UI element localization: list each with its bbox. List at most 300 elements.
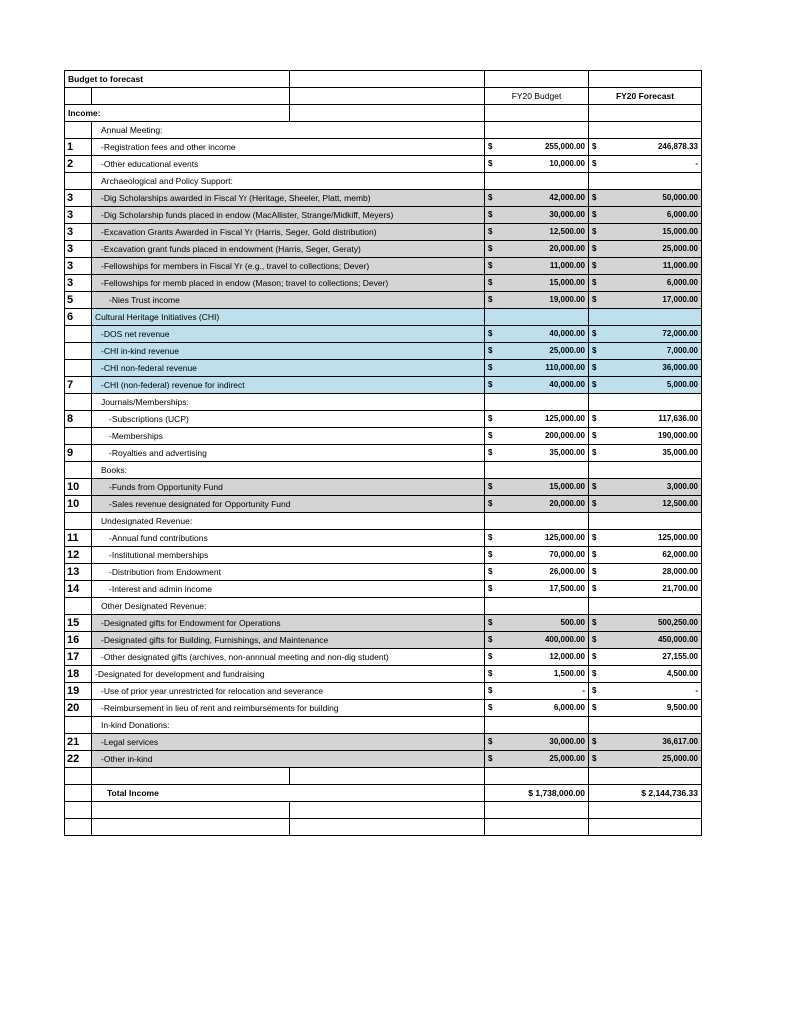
forecast-amount bbox=[589, 717, 702, 734]
row-label-text: Cultural Heritage Initiatives (CHI) bbox=[95, 312, 220, 322]
money-wrap bbox=[488, 292, 585, 308]
amount-value: 110,000.00 bbox=[545, 363, 585, 372]
line-number: 5 bbox=[65, 292, 92, 309]
table-row bbox=[65, 666, 702, 683]
table-row bbox=[65, 564, 702, 581]
dollar-sign: $ bbox=[488, 346, 493, 355]
money-wrap bbox=[488, 666, 585, 682]
row-label-text: In-kind Donations: bbox=[101, 720, 170, 730]
row-label bbox=[92, 275, 485, 292]
budget-amount bbox=[485, 717, 589, 734]
money-wrap bbox=[592, 530, 698, 546]
dollar-sign: $ bbox=[592, 244, 597, 253]
amount-value: 15,000.00 bbox=[549, 278, 585, 287]
table-row bbox=[65, 309, 702, 326]
table-row bbox=[65, 292, 702, 309]
amount-value: 21,700.00 bbox=[662, 584, 698, 593]
row-label-text: -Other in-kind bbox=[101, 754, 153, 764]
line-number: 15 bbox=[65, 615, 92, 632]
budget-amount bbox=[485, 275, 589, 292]
row-label bbox=[92, 343, 485, 360]
row-label-text: -Excavation grant funds placed in endowment (Harris, Seger, Geraty) bbox=[101, 244, 361, 254]
row-label bbox=[92, 411, 485, 428]
budget-amount bbox=[485, 564, 589, 581]
forecast-amount bbox=[589, 411, 702, 428]
budget-amount bbox=[485, 139, 589, 156]
dollar-sign: $ bbox=[592, 618, 597, 627]
forecast-amount bbox=[589, 598, 702, 615]
total-row bbox=[65, 785, 702, 802]
blank-cell bbox=[485, 819, 589, 836]
row-label-text: -CHI (non-federal) revenue for indirect bbox=[101, 380, 245, 390]
forecast-amount bbox=[589, 530, 702, 547]
row-label-text: -Dig Scholarship funds placed in endow (MacAllister, Strange/Midkiff, Meyers) bbox=[101, 210, 394, 220]
blank-cell bbox=[290, 88, 485, 105]
money-wrap bbox=[592, 445, 698, 461]
row-label bbox=[92, 462, 485, 479]
money-wrap bbox=[592, 683, 698, 699]
forecast-amount bbox=[589, 292, 702, 309]
table-row bbox=[65, 700, 702, 717]
budget-amount bbox=[485, 241, 589, 258]
money-wrap bbox=[488, 326, 585, 342]
line-number: 3 bbox=[65, 190, 92, 207]
table-row bbox=[65, 632, 702, 649]
row-label bbox=[92, 122, 485, 139]
dollar-sign: $ bbox=[592, 210, 597, 219]
forecast-amount bbox=[589, 445, 702, 462]
line-number bbox=[65, 173, 92, 190]
row-label-text: -Memberships bbox=[109, 431, 163, 441]
amount-value: 9,500.00 bbox=[666, 703, 698, 712]
amount-value: 20,000.00 bbox=[549, 499, 585, 508]
amount-value: 17,500.00 bbox=[549, 584, 585, 593]
amount-value: 62,000.00 bbox=[662, 550, 698, 559]
budget-amount bbox=[485, 343, 589, 360]
amount-value: 15,000.00 bbox=[662, 227, 698, 236]
blank-cell bbox=[589, 71, 702, 88]
blank-cell bbox=[589, 105, 702, 122]
total-label-text: Total Income bbox=[107, 788, 159, 798]
row-label-text: -Other educational events bbox=[101, 159, 199, 169]
row-label bbox=[92, 479, 485, 496]
forecast-amount bbox=[589, 122, 702, 139]
budget-amount bbox=[485, 751, 589, 768]
dollar-sign: $ bbox=[592, 431, 597, 440]
line-number: 7 bbox=[65, 377, 92, 394]
row-label-text: -Sales revenue designated for Opportunity Fund bbox=[109, 499, 291, 509]
line-number: 17 bbox=[65, 649, 92, 666]
amount-value: 70,000.00 bbox=[549, 550, 585, 559]
dollar-sign: $ bbox=[592, 499, 597, 508]
money-wrap bbox=[592, 632, 698, 648]
money-wrap bbox=[488, 258, 585, 274]
blank-cell bbox=[589, 768, 702, 785]
line-number: 16 bbox=[65, 632, 92, 649]
blank-cell bbox=[485, 802, 589, 819]
amount-value: 500.00 bbox=[560, 618, 585, 627]
table-row bbox=[65, 751, 702, 768]
money-wrap bbox=[488, 547, 585, 563]
dollar-sign: $ bbox=[592, 737, 597, 746]
line-number bbox=[65, 360, 92, 377]
amount-value: 125,000.00 bbox=[544, 414, 585, 423]
budget-amount bbox=[485, 700, 589, 717]
dollar-sign: $ bbox=[488, 414, 493, 423]
dollar-sign: $ bbox=[488, 703, 493, 712]
row-label-text: -Fellowships for memb placed in endow (Mason; travel to collections; Dever) bbox=[101, 278, 389, 288]
amount-value: 25,000.00 bbox=[662, 244, 698, 253]
blank-row bbox=[65, 768, 702, 785]
line-number bbox=[65, 326, 92, 343]
budget-column-header: FY20 Budget bbox=[485, 88, 589, 105]
total-forecast: $ 2,144,736.33 bbox=[589, 785, 702, 802]
table-row bbox=[65, 496, 702, 513]
forecast-amount bbox=[589, 360, 702, 377]
money-wrap bbox=[488, 479, 585, 495]
dollar-sign: $ bbox=[592, 363, 597, 372]
row-label bbox=[92, 360, 485, 377]
dollar-sign: $ bbox=[488, 159, 493, 168]
budget-amount bbox=[485, 173, 589, 190]
dollar-sign: $ bbox=[592, 567, 597, 576]
line-number: 18 bbox=[65, 666, 92, 683]
table-row bbox=[65, 462, 702, 479]
row-label bbox=[92, 717, 485, 734]
row-label-text: -Reimbursement in lieu of rent and reimbursements for building bbox=[101, 703, 339, 713]
forecast-amount bbox=[589, 581, 702, 598]
dollar-sign: $ bbox=[592, 193, 597, 202]
forecast-amount bbox=[589, 258, 702, 275]
title-row bbox=[65, 71, 702, 88]
dollar-sign: $ bbox=[488, 261, 493, 270]
amount-value: 500,250.00 bbox=[657, 618, 698, 627]
line-number: 10 bbox=[65, 479, 92, 496]
money-wrap bbox=[592, 581, 698, 597]
line-number: 1 bbox=[65, 139, 92, 156]
dollar-sign: $ bbox=[488, 567, 493, 576]
line-number: 3 bbox=[65, 241, 92, 258]
forecast-amount bbox=[589, 462, 702, 479]
line-number: 22 bbox=[65, 751, 92, 768]
forecast-amount bbox=[589, 326, 702, 343]
money-wrap bbox=[488, 275, 585, 291]
money-wrap bbox=[488, 615, 585, 631]
dollar-sign: $ bbox=[592, 703, 597, 712]
row-label-text: -Designated gifts for Building, Furnishings, and Maintenance bbox=[101, 635, 329, 645]
row-label bbox=[92, 292, 485, 309]
money-wrap bbox=[488, 445, 585, 461]
budget-amount bbox=[485, 207, 589, 224]
blank-cell bbox=[92, 802, 290, 819]
amount-value: 11,000.00 bbox=[549, 261, 585, 270]
money-wrap bbox=[592, 428, 698, 444]
row-label-text: -Funds from Opportunity Fund bbox=[109, 482, 223, 492]
line-number: 3 bbox=[65, 207, 92, 224]
money-wrap bbox=[488, 139, 585, 155]
table-row bbox=[65, 360, 702, 377]
line-number: 19 bbox=[65, 683, 92, 700]
row-label-text: Other Designated Revenue: bbox=[101, 601, 207, 611]
money-wrap bbox=[488, 581, 585, 597]
budget-amount bbox=[485, 122, 589, 139]
row-label bbox=[92, 190, 485, 207]
forecast-amount bbox=[589, 428, 702, 445]
table-row bbox=[65, 615, 702, 632]
forecast-amount bbox=[589, 275, 702, 292]
table-row bbox=[65, 190, 702, 207]
blank-cell bbox=[290, 71, 485, 88]
budget-amount bbox=[485, 224, 589, 241]
money-wrap bbox=[488, 190, 585, 206]
dollar-sign: $ bbox=[592, 227, 597, 236]
amount-value: 25,000.00 bbox=[662, 754, 698, 763]
table-row bbox=[65, 156, 702, 173]
table-row bbox=[65, 717, 702, 734]
dollar-sign: $ bbox=[488, 686, 493, 695]
money-wrap bbox=[592, 479, 698, 495]
sheet-title: Budget to forecast bbox=[65, 71, 290, 88]
dollar-sign: $ bbox=[592, 686, 597, 695]
blank-cell bbox=[485, 768, 589, 785]
line-number: 20 bbox=[65, 700, 92, 717]
table-row bbox=[65, 173, 702, 190]
table-row bbox=[65, 530, 702, 547]
line-number: 6 bbox=[65, 309, 92, 326]
forecast-amount bbox=[589, 666, 702, 683]
row-label-text: Annual Meeting: bbox=[101, 125, 163, 135]
budget-amount bbox=[485, 445, 589, 462]
money-wrap bbox=[488, 241, 585, 257]
money-wrap bbox=[488, 734, 585, 750]
budget-amount bbox=[485, 666, 589, 683]
row-label bbox=[92, 666, 485, 683]
row-label-text: -Distribution from Endowment bbox=[109, 567, 221, 577]
amount-value: 40,000.00 bbox=[549, 380, 585, 389]
row-label-text: -Institutional memberships bbox=[109, 550, 209, 560]
amount-value: 12,500.00 bbox=[549, 227, 585, 236]
dollar-sign: $ bbox=[488, 193, 493, 202]
budget-amount bbox=[485, 683, 589, 700]
forecast-amount bbox=[589, 496, 702, 513]
budget-table bbox=[64, 70, 702, 836]
money-wrap bbox=[592, 275, 698, 291]
budget-amount bbox=[485, 258, 589, 275]
dollar-sign: $ bbox=[488, 363, 493, 372]
dollar-sign: $ bbox=[488, 295, 493, 304]
money-wrap bbox=[592, 326, 698, 342]
amount-value: 450,000.00 bbox=[657, 635, 698, 644]
line-number: 3 bbox=[65, 275, 92, 292]
money-wrap bbox=[592, 224, 698, 240]
row-label bbox=[92, 513, 485, 530]
line-number bbox=[65, 598, 92, 615]
row-label bbox=[92, 139, 485, 156]
amount-value: 36,617.00 bbox=[662, 737, 698, 746]
line-number bbox=[65, 343, 92, 360]
budget-amount bbox=[485, 156, 589, 173]
dollar-sign: $ bbox=[488, 244, 493, 253]
blank-cell bbox=[65, 768, 92, 785]
money-wrap bbox=[592, 377, 698, 393]
dollar-sign: $ bbox=[488, 754, 493, 763]
row-label bbox=[92, 683, 485, 700]
amount-value: 7,000.00 bbox=[666, 346, 698, 355]
line-number: 9 bbox=[65, 445, 92, 462]
amount-value: 42,000.00 bbox=[549, 193, 585, 202]
blank-cell bbox=[589, 819, 702, 836]
money-wrap bbox=[488, 360, 585, 376]
amount-value: - bbox=[582, 686, 585, 695]
forecast-amount bbox=[589, 751, 702, 768]
row-label-text: Undesignated Revenue: bbox=[101, 516, 193, 526]
dollar-sign: $ bbox=[592, 380, 597, 389]
blank-cell bbox=[65, 802, 92, 819]
money-wrap bbox=[488, 564, 585, 580]
dollar-sign: $ bbox=[592, 550, 597, 559]
forecast-amount bbox=[589, 139, 702, 156]
row-label bbox=[92, 547, 485, 564]
budget-amount bbox=[485, 734, 589, 751]
amount-value: 26,000.00 bbox=[549, 567, 585, 576]
dollar-sign: $ bbox=[488, 635, 493, 644]
budget-amount bbox=[485, 598, 589, 615]
amount-value: 6,000.00 bbox=[666, 278, 698, 287]
table-row bbox=[65, 734, 702, 751]
amount-value: 20,000.00 bbox=[549, 244, 585, 253]
row-label bbox=[92, 156, 485, 173]
row-label bbox=[92, 394, 485, 411]
forecast-amount bbox=[589, 700, 702, 717]
row-label bbox=[92, 564, 485, 581]
blank-cell bbox=[485, 105, 589, 122]
dollar-sign: $ bbox=[488, 448, 493, 457]
table-row bbox=[65, 445, 702, 462]
total-label bbox=[92, 785, 485, 802]
total-budget: $ 1,738,000.00 bbox=[485, 785, 589, 802]
dollar-sign: $ bbox=[488, 278, 493, 287]
dollar-sign: $ bbox=[592, 448, 597, 457]
money-wrap bbox=[592, 292, 698, 308]
budget-amount bbox=[485, 496, 589, 513]
table-body bbox=[65, 71, 702, 836]
amount-value: 36,000.00 bbox=[662, 363, 698, 372]
budget-amount bbox=[485, 394, 589, 411]
dollar-sign: $ bbox=[592, 533, 597, 542]
line-number: 11 bbox=[65, 530, 92, 547]
money-wrap bbox=[488, 377, 585, 393]
money-wrap bbox=[592, 751, 698, 767]
row-label bbox=[92, 615, 485, 632]
line-number bbox=[65, 462, 92, 479]
amount-value: 12,500.00 bbox=[662, 499, 698, 508]
money-wrap bbox=[592, 700, 698, 716]
table-row bbox=[65, 513, 702, 530]
amount-value: 200,000.00 bbox=[544, 431, 585, 440]
dollar-sign: $ bbox=[488, 618, 493, 627]
table-row bbox=[65, 394, 702, 411]
forecast-amount bbox=[589, 343, 702, 360]
blank-cell bbox=[92, 88, 290, 105]
budget-amount bbox=[485, 292, 589, 309]
budget-amount bbox=[485, 513, 589, 530]
money-wrap bbox=[488, 700, 585, 716]
money-wrap bbox=[592, 411, 698, 427]
dollar-sign: $ bbox=[592, 329, 597, 338]
dollar-sign: $ bbox=[488, 227, 493, 236]
blank-row bbox=[65, 819, 702, 836]
blank-cell bbox=[290, 768, 485, 785]
row-label-text: -CHI in-kind revenue bbox=[101, 346, 179, 356]
money-wrap bbox=[592, 241, 698, 257]
amount-value: 5,000.00 bbox=[666, 380, 698, 389]
forecast-amount bbox=[589, 394, 702, 411]
dollar-sign: $ bbox=[488, 499, 493, 508]
row-label-text: -DOS net revenue bbox=[101, 329, 170, 339]
line-number bbox=[65, 122, 92, 139]
money-wrap bbox=[592, 734, 698, 750]
dollar-sign: $ bbox=[488, 142, 493, 151]
budget-amount bbox=[485, 530, 589, 547]
amount-value: 3,000.00 bbox=[666, 482, 698, 491]
forecast-amount bbox=[589, 615, 702, 632]
dollar-sign: $ bbox=[488, 584, 493, 593]
dollar-sign: $ bbox=[592, 584, 597, 593]
budget-amount bbox=[485, 428, 589, 445]
forecast-amount bbox=[589, 683, 702, 700]
income-row bbox=[65, 105, 702, 122]
forecast-amount bbox=[589, 649, 702, 666]
table-row bbox=[65, 377, 702, 394]
money-wrap bbox=[488, 632, 585, 648]
row-label bbox=[92, 309, 485, 326]
forecast-amount bbox=[589, 173, 702, 190]
amount-value: 6,000.00 bbox=[553, 703, 585, 712]
dollar-sign: $ bbox=[592, 635, 597, 644]
row-label bbox=[92, 530, 485, 547]
budget-amount bbox=[485, 377, 589, 394]
money-wrap bbox=[488, 496, 585, 512]
money-wrap bbox=[488, 224, 585, 240]
budget-amount bbox=[485, 632, 589, 649]
table-row bbox=[65, 275, 702, 292]
money-wrap bbox=[592, 258, 698, 274]
row-label bbox=[92, 377, 485, 394]
blank-cell bbox=[65, 88, 92, 105]
forecast-amount bbox=[589, 564, 702, 581]
money-wrap bbox=[488, 411, 585, 427]
dollar-sign: $ bbox=[592, 278, 597, 287]
table-row bbox=[65, 258, 702, 275]
forecast-amount bbox=[589, 513, 702, 530]
dollar-sign: $ bbox=[488, 652, 493, 661]
blank-row bbox=[65, 802, 702, 819]
amount-value: 35,000.00 bbox=[549, 448, 585, 457]
forecast-amount bbox=[589, 734, 702, 751]
amount-value: 72,000.00 bbox=[662, 329, 698, 338]
amount-value: 125,000.00 bbox=[544, 533, 585, 542]
row-label bbox=[92, 632, 485, 649]
row-label-text: Journals/Memberships: bbox=[101, 397, 189, 407]
forecast-amount bbox=[589, 156, 702, 173]
budget-amount bbox=[485, 462, 589, 479]
table-row bbox=[65, 139, 702, 156]
amount-value: 30,000.00 bbox=[549, 210, 585, 219]
money-wrap bbox=[592, 496, 698, 512]
forecast-amount bbox=[589, 547, 702, 564]
line-number: 3 bbox=[65, 258, 92, 275]
line-number bbox=[65, 717, 92, 734]
